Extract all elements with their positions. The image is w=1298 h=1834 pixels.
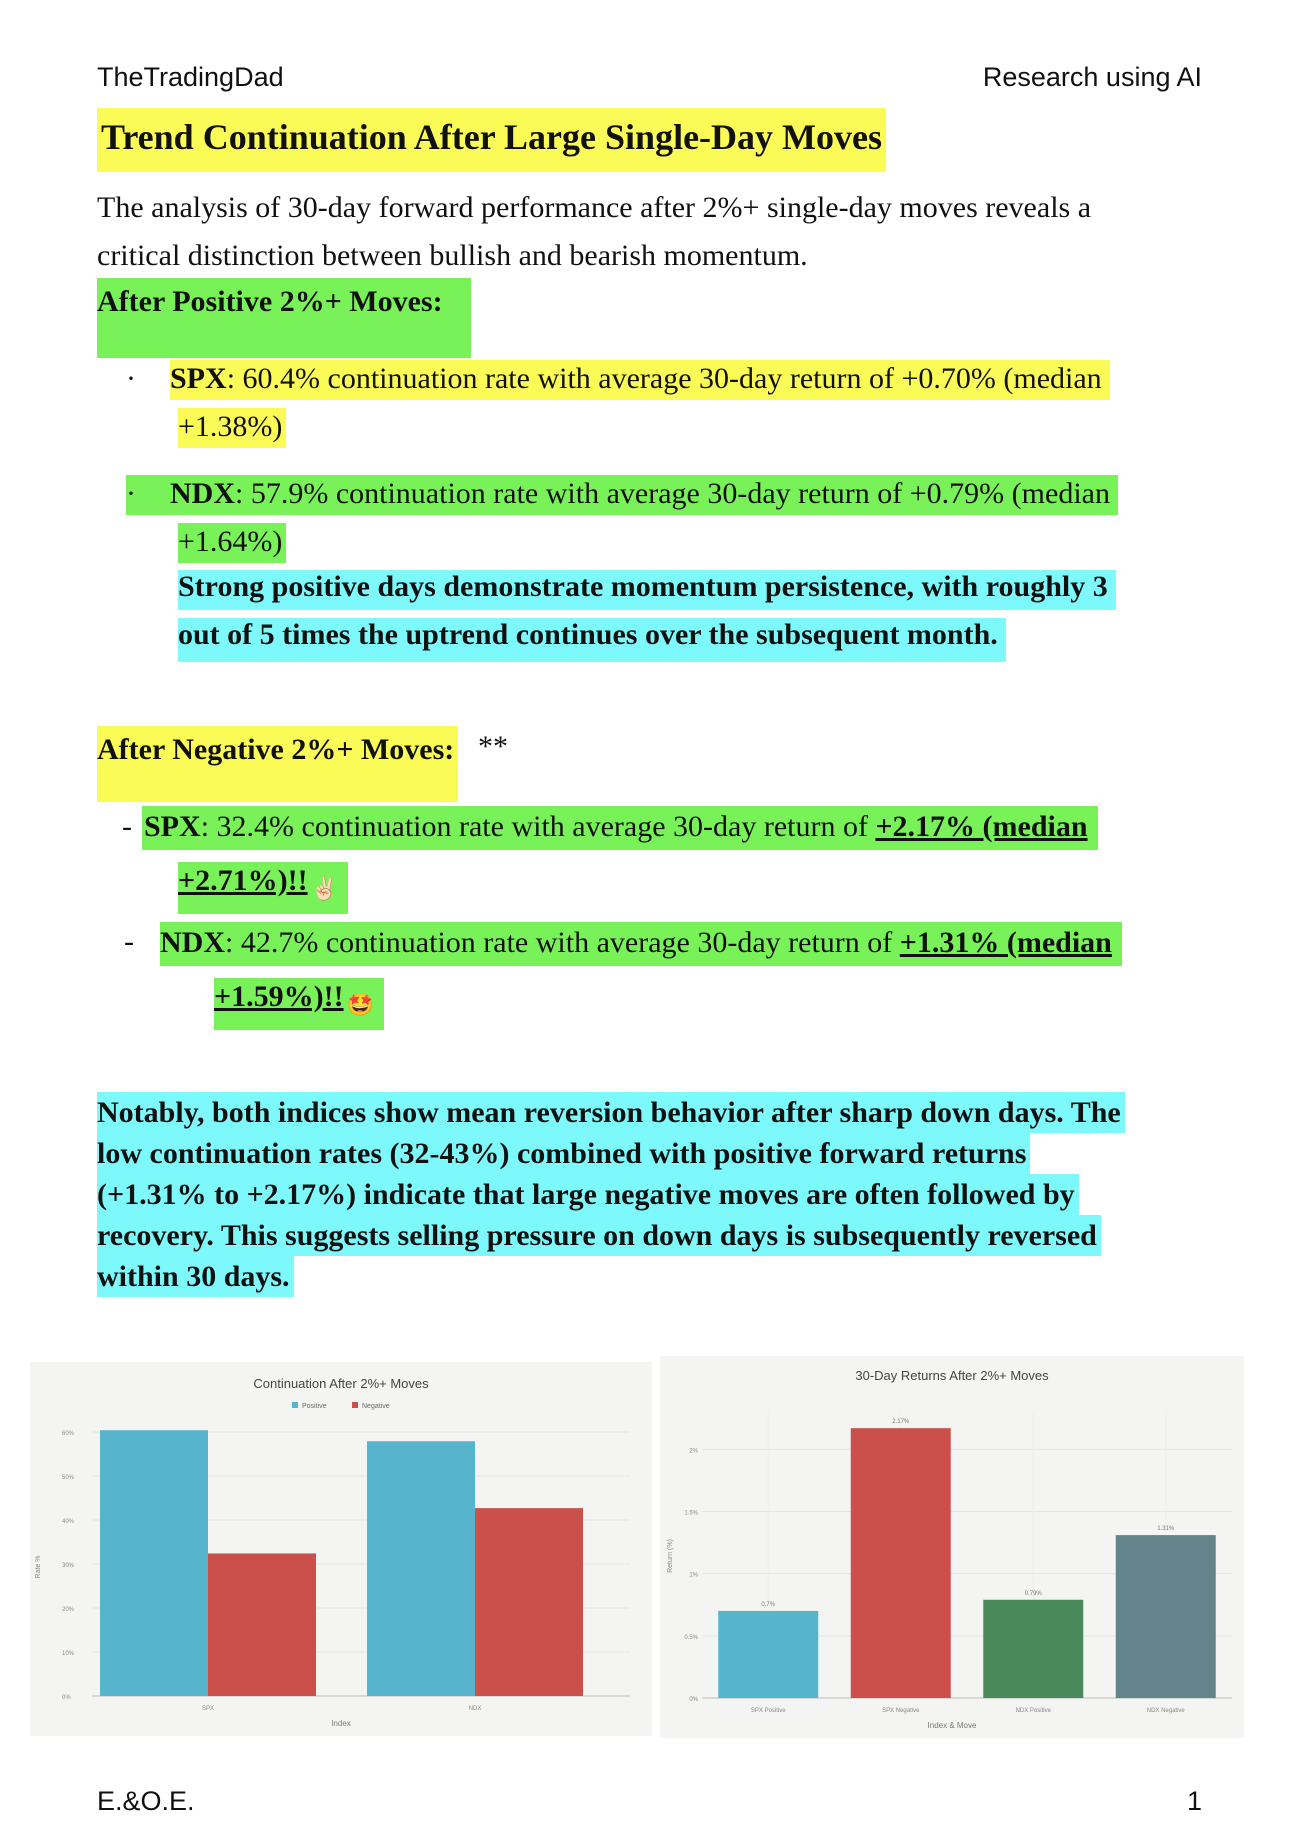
positive-spx-ticker: SPX — [170, 362, 227, 395]
y-tick-label: 50% — [62, 1475, 75, 1481]
positive-spx-bullet: · — [126, 362, 136, 395]
data-label: 2.17% — [892, 1419, 910, 1426]
bar-spx-negative — [208, 1553, 316, 1696]
positive-spx-line — [170, 360, 1110, 400]
x-tick-label: NDX — [468, 1706, 482, 1712]
conclusion-line-5: within 30 days. — [97, 1256, 294, 1297]
negative-spx-cont: +2.71%)!! — [178, 864, 308, 897]
positive-spx-text: : 60.4% continuation rate with average 30-day return of +0.70% (median — [226, 362, 1102, 395]
negative-ndx-text: : 42.7% continuation rate with average 30-day return of — [225, 926, 900, 959]
positive-spx-cont: +1.38%) — [178, 408, 286, 448]
y-tick-label: 40% — [62, 1519, 75, 1525]
negative-ndx-cont: +1.59%)!! — [214, 980, 344, 1013]
conclusion-line-2: low continuation rates (32-43%) combined with positive forward returns — [97, 1133, 1030, 1174]
page-number: 1 — [1186, 1786, 1202, 1816]
y-tick-label: 10% — [62, 1651, 75, 1657]
intro-line-1: The analysis of 30-day forward performance after 2%+ single-day moves reveals a — [97, 191, 1092, 224]
negative-spx-line — [142, 806, 1098, 850]
negative-ndx-ticker: NDX — [160, 926, 225, 959]
bar-ndx-positive — [983, 1600, 1083, 1698]
bar-spx-negative — [851, 1428, 951, 1698]
y-tick-label: 60% — [62, 1431, 75, 1437]
negative-ndx-cont-line — [214, 978, 384, 1030]
positive-summary-line-1: Strong positive days demonstrate momentum persistence, with roughly 3 — [178, 570, 1116, 610]
conclusion-line-3: (+1.31% to +2.17%) indicate that large negative moves are often followed by — [97, 1174, 1079, 1215]
negative-ndx-return: +1.31% (median — [899, 926, 1112, 959]
intro-paragraph — [97, 184, 1227, 280]
negative-spx-ticker: SPX — [144, 810, 201, 843]
conclusion-line-4: recovery. This suggests selling pressure on down days is subsequently reversed — [97, 1215, 1101, 1256]
x-tick-label: NDX Positive — [1015, 1708, 1051, 1714]
conclusion-paragraph — [97, 1092, 1125, 1297]
positive-ndx-cont: +1.64%) — [178, 523, 286, 563]
footer-left: E.&O.E. — [97, 1786, 195, 1816]
conclusion-line-1: Notably, both indices show mean reversion behavior after sharp down days. The — [97, 1092, 1125, 1133]
bar-ndx-positive — [367, 1441, 475, 1696]
negative-ndx-dash: - — [124, 925, 134, 958]
positive-ndx-text: : 57.9% continuation rate with average 30-day return of +0.79% (median — [235, 477, 1110, 510]
victory-hand-icon: ✌🏻 — [310, 876, 339, 901]
chart-title: 30-Day Returns After 2%+ Moves — [855, 1368, 1049, 1383]
legend-swatch-positive — [292, 1402, 298, 1408]
positive-ndx-ticker: NDX — [170, 477, 235, 510]
intro-line-2: critical distinction between bullish and bearish momentum. — [97, 239, 808, 272]
negative-spx-dash: - — [122, 810, 132, 843]
y-tick-label: 1% — [689, 1572, 698, 1579]
page-title: Trend Continuation After Large Single-Day Moves — [97, 108, 886, 172]
data-label: 0.79% — [1024, 1590, 1042, 1597]
x-tick-label: NDX Negative — [1146, 1708, 1185, 1714]
negative-spx-return: +2.17% (median — [875, 810, 1088, 843]
negative-spx-cont-line — [178, 862, 348, 914]
x-axis-label: Index — [331, 1719, 351, 1728]
legend-label-negative: Negative — [362, 1403, 390, 1410]
positive-summary-line-2: out of 5 times the uptrend continues over the subsequent month. — [178, 618, 1006, 662]
negative-heading: After Negative 2%+ Moves: — [97, 726, 458, 802]
bar-spx-positive — [100, 1430, 208, 1696]
returns-chart — [660, 1356, 1244, 1738]
negative-heading-suffix: ** — [478, 730, 508, 763]
y-tick-label: 0% — [62, 1695, 71, 1701]
data-label: 1.31% — [1157, 1526, 1175, 1533]
bar-spx-positive — [718, 1611, 818, 1698]
bar-ndx-negative — [475, 1508, 583, 1696]
continuation-chart-svg — [30, 1362, 652, 1736]
star-struck-icon: 🤩 — [346, 992, 375, 1017]
y-tick-label: 20% — [62, 1607, 75, 1613]
y-tick-label: 0.5% — [684, 1634, 698, 1641]
y-tick-label: 30% — [62, 1563, 75, 1569]
header-right: Research using AI — [982, 62, 1202, 92]
positive-ndx-bullet: · — [126, 475, 170, 515]
x-tick-label: SPX Positive — [750, 1708, 786, 1714]
bar-ndx-negative — [1116, 1535, 1216, 1698]
data-label: 0.7% — [761, 1601, 776, 1608]
x-tick-label: SPX Negative — [882, 1708, 920, 1714]
chart-title: Continuation After 2%+ Moves — [253, 1376, 429, 1391]
y-axis-label: Rate % — [35, 1555, 42, 1579]
positive-ndx-line — [170, 475, 1118, 515]
x-tick-label: SPX — [201, 1706, 215, 1712]
y-tick-label: 2% — [689, 1448, 698, 1455]
y-tick-label: 0% — [689, 1697, 698, 1703]
returns-chart-svg — [660, 1356, 1244, 1738]
legend-label-positive: Positive — [302, 1403, 327, 1410]
negative-ndx-line — [160, 922, 1122, 966]
negative-spx-text: : 32.4% continuation rate with average 30-day return of — [200, 810, 876, 843]
positive-heading: After Positive 2%+ Moves: — [97, 278, 471, 358]
y-tick-label: 1.5% — [684, 1510, 698, 1517]
legend-swatch-negative — [352, 1402, 358, 1408]
y-axis-label: Return (%) — [667, 1539, 674, 1573]
continuation-chart — [30, 1362, 652, 1736]
x-axis-label: Index & Move — [927, 1721, 977, 1730]
header-left: TheTradingDad — [97, 62, 284, 92]
